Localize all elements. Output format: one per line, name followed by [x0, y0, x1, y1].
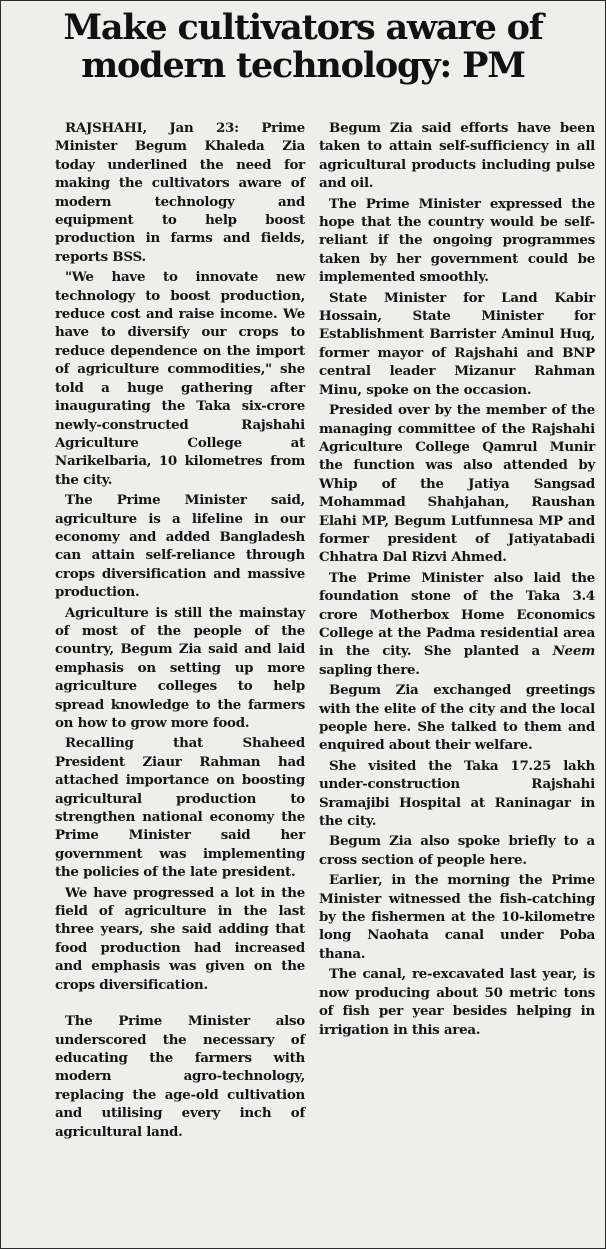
headline-line-2: modern technology: PM	[81, 45, 525, 86]
headline	[1, 1, 605, 85]
paragraph: We have progressed a lot in the field of agriculture in the last three years, she said adding that food production had increased and emphasis was given on the crops diversification.	[55, 884, 305, 993]
paragraph	[319, 569, 595, 679]
paragraph: She visited the Taka 17.25 lakh under-construction Rajshahi Sramajibi Hospital at Raninagar in the city.	[319, 757, 595, 830]
headline-line-1: Make cultivators aware of	[63, 7, 543, 48]
italic-word: Neem	[552, 643, 596, 660]
paragraph: Begum Zia said efforts have been taken to attain self-sufficiency in all agricultural products including pulse and oil.	[319, 120, 595, 192]
paragraph-text: The Prime Minister also laid the foundation stone of the Taka 3.4 crore Motherbox Home Economics College at the Padma residential area in the city. She planted a	[319, 569, 595, 660]
paragraph: Begum Zia exchanged greetings with the elite of the city and the local people here. She talked to them and enquired about their welfare.	[319, 682, 595, 754]
paragraph: Agriculture is still the mainstay of most of the people of the country, Begum Zia said and laid emphasis on setting up more agriculture colleges to help spread knowledge to the farmers on how to grow more food.	[55, 604, 305, 731]
paragraph: RAJSHAHI, Jan 23: Prime Minister Begum Khaleda Zia today underlined the need for making the cultivators aware of modern technology and equipment to help boost production in farms and fields, reports BSS.	[55, 120, 305, 265]
paragraph: State Minister for Land Kabir Hossain, State Minister for Establishment Barrister Aminul Huq, former mayor of Rajshahi and BNP central leader Mizanur Rahman Minu, spoke on the occasion.	[319, 289, 595, 398]
paragraph: Earlier, in the morning the Prime Minister witnessed the fish-catching by the fishermen at the 10-kilometre long Naohata canal under Poba thana.	[319, 872, 595, 962]
paragraph: The Prime Minister also underscored the necessary of educating the farmers with modern agro-technology, replacing the age-old cultivation and utilising every inch of agricultural land.	[55, 1013, 305, 1140]
paragraph: The Prime Minister said, agriculture is a lifeline in our economy and added Bangladesh can attain self-reliance through crops diversification and massive production.	[55, 492, 305, 601]
right-column	[319, 119, 595, 1041]
paragraph: Begum Zia also spoke briefly to a cross section of people here.	[319, 833, 595, 868]
paragraph: Presided over by the member of the managing committee of the Rajshahi Agriculture College Qamrul Munir the function was also attended by Whip of the Jatiya Sangsad Mohammad Shahjahan, Raushan Elahi MP, Begum Lutfunnesa MP and former president of Jatiyatabadi Chhatra Dal Rizvi Ahmed.	[319, 402, 595, 566]
left-column	[55, 119, 305, 1143]
paragraph: The Prime Minister expressed the hope that the country would be self-reliant if the ongoing programmes taken by her government could be implemented smoothly.	[319, 195, 595, 286]
paragraph: The canal, re-excavated last year, is now producing about 50 metric tons of fish per year besides helping in irrigation in this area.	[319, 966, 595, 1038]
paragraph: "We have to innovate new technology to boost production, reduce cost and raise income. We have to diversify our crops to reduce dependence on the import of agriculture commodities," she told a huge gathering after inaugurating the Taka six-crore newly-constructed Rajshahi Agriculture College at Narikelbaria, 10 kilometres from the city.	[55, 269, 305, 488]
paragraph: Recalling that Shaheed President Ziaur Rahman had attached importance on boosting agricultural production to strengthen national economy the Prime Minister said her government was implementing the policies of the late president.	[55, 735, 305, 881]
article-body	[1, 119, 606, 1244]
paragraph-text: sapling there.	[319, 661, 420, 678]
